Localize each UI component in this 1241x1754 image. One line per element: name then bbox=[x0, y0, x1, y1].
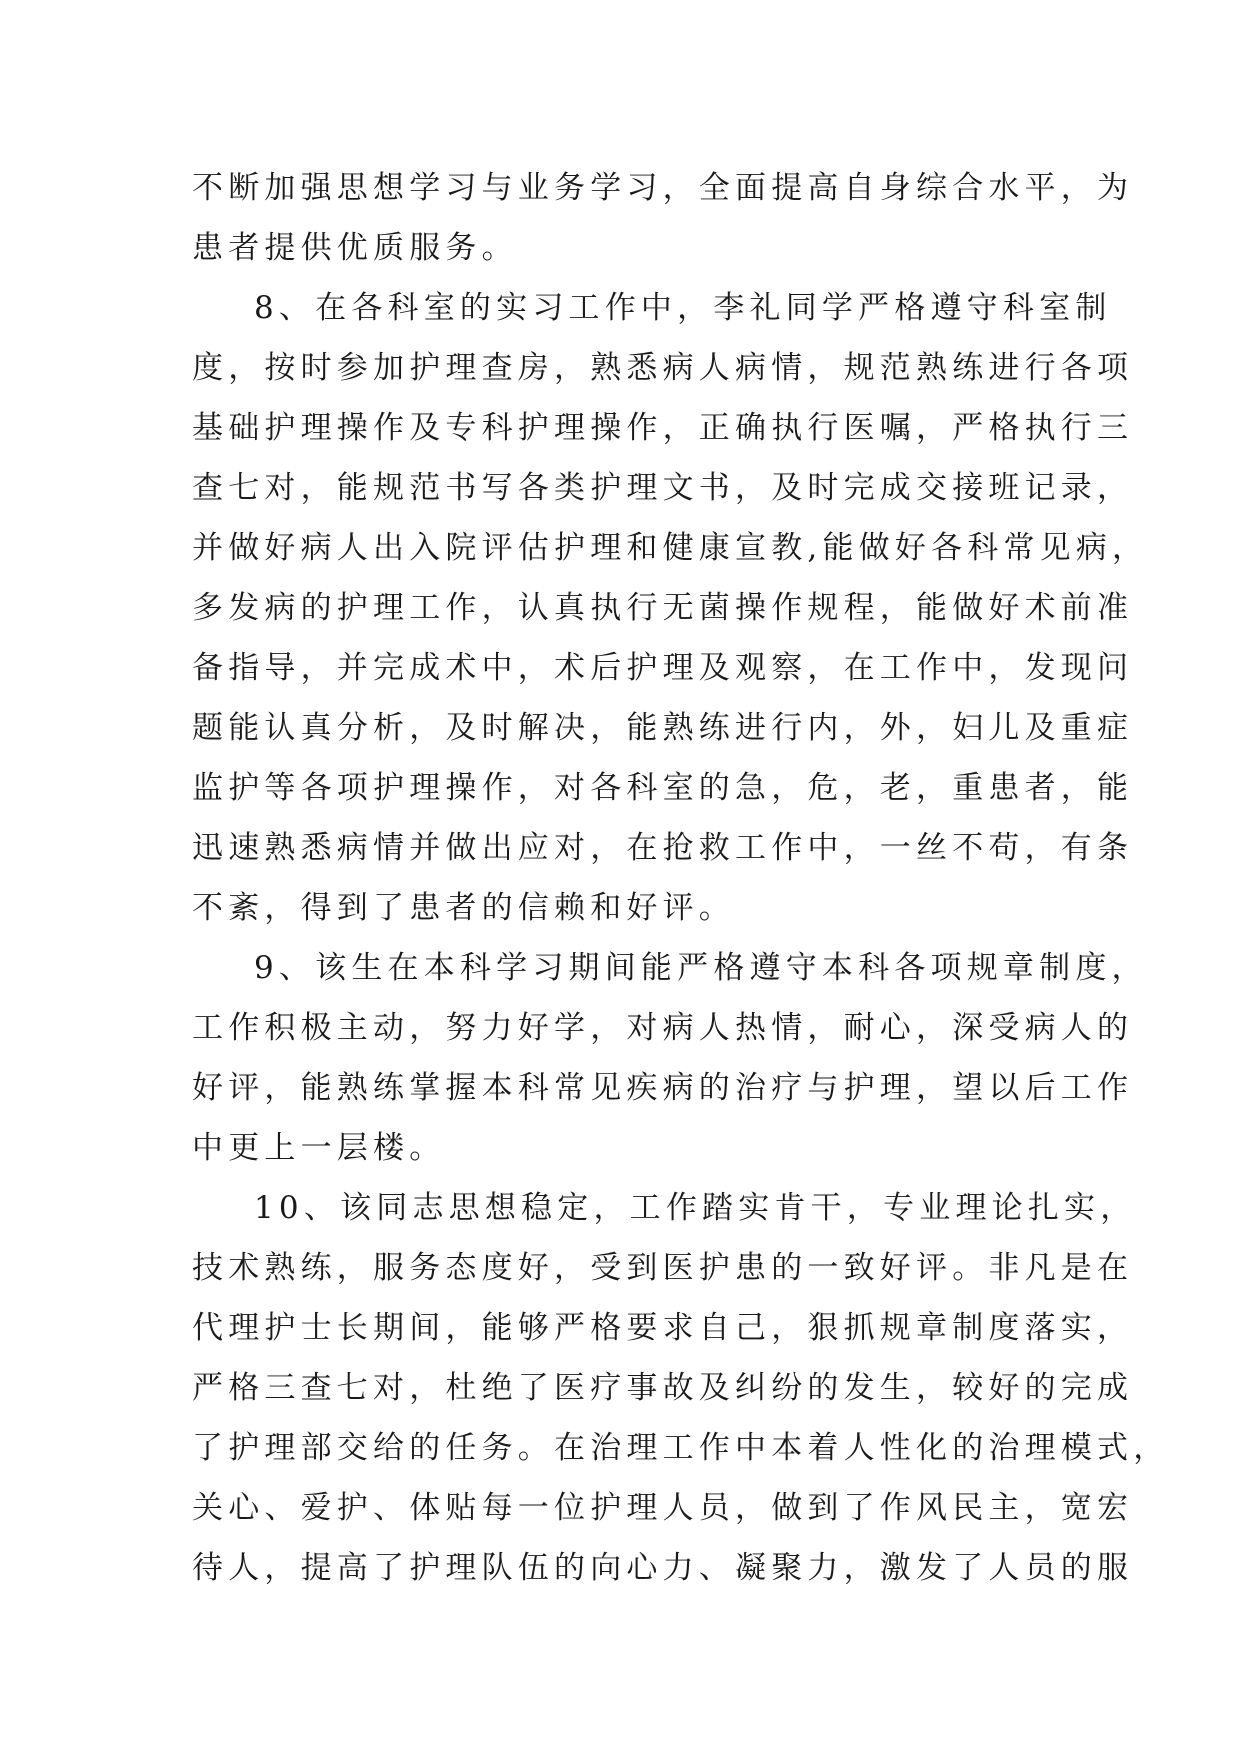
text-line: 多发病的护理工作，认真执行无菌操作规程，能做好术前准 bbox=[192, 590, 1134, 626]
text-line: 技术熟练，服务态度好，受到医护患的一致好评。非凡是在 bbox=[192, 1250, 1134, 1286]
text-line: 工作积极主动，努力好学，对病人热情，耐心，深受病人的 bbox=[192, 1010, 1134, 1046]
paragraph-start-line: 8、在各科室的实习工作中，李礼同学严格遵守科室制 bbox=[254, 290, 1112, 326]
document-body bbox=[192, 158, 1170, 1598]
text-line: 查七对，能规范书写各类护理文书，及时完成交接班记录， bbox=[192, 470, 1134, 506]
text-line: 严格三查七对，杜绝了医疗事故及纠纷的发生，较好的完成 bbox=[192, 1370, 1134, 1406]
text-line: 并做好病人出入院评估护理和健康宣教,能做好各科常见病， bbox=[192, 530, 1149, 566]
paragraph-start-line: 9、该生在本科学习期间能严格遵守本科各项规章制度， bbox=[254, 950, 1148, 986]
text-line: 了护理部交给的任务。在治理工作中本着人性化的治理模式， bbox=[192, 1430, 1170, 1466]
text-line: 不断加强思想学习与业务学习，全面提高自身综合水平，为 bbox=[192, 170, 1134, 206]
text-line: 关心、爱护、体贴每一位护理人员，做到了作风民主，宽宏 bbox=[192, 1490, 1134, 1526]
text-line: 代理护士长期间，能够严格要求自己，狠抓规章制度落实， bbox=[192, 1310, 1134, 1346]
text-line: 迅速熟悉病情并做出应对，在抢救工作中，一丝不苟，有条 bbox=[192, 830, 1134, 866]
text-line: 度，按时参加护理查房，熟悉病人病情，规范熟练进行各项 bbox=[192, 350, 1134, 386]
text-line: 基础护理操作及专科护理操作，正确执行医嘱，严格执行三 bbox=[192, 410, 1134, 446]
text-line: 备指导，并完成术中，术后护理及观察，在工作中，发现问 bbox=[192, 650, 1134, 686]
text-line: 中更上一层楼。 bbox=[192, 1130, 446, 1166]
text-line: 不紊，得到了患者的信赖和好评。 bbox=[192, 890, 735, 926]
text-line: 患者提供优质服务。 bbox=[192, 230, 518, 266]
text-line: 监护等各项护理操作，对各科室的急，危，老，重患者，能 bbox=[192, 770, 1134, 806]
paragraph-start-line: 10、该同志思想稳定，工作踏实肯干，专业理论扎实， bbox=[254, 1190, 1137, 1226]
text-line: 题能认真分析，及时解决，能熟练进行内，外，妇儿及重症 bbox=[192, 710, 1134, 746]
text-line: 好评，能熟练掌握本科常见疾病的治疗与护理，望以后工作 bbox=[192, 1070, 1134, 1106]
text-line: 待人，提高了护理队伍的向心力、凝聚力，激发了人员的服 bbox=[192, 1550, 1134, 1586]
